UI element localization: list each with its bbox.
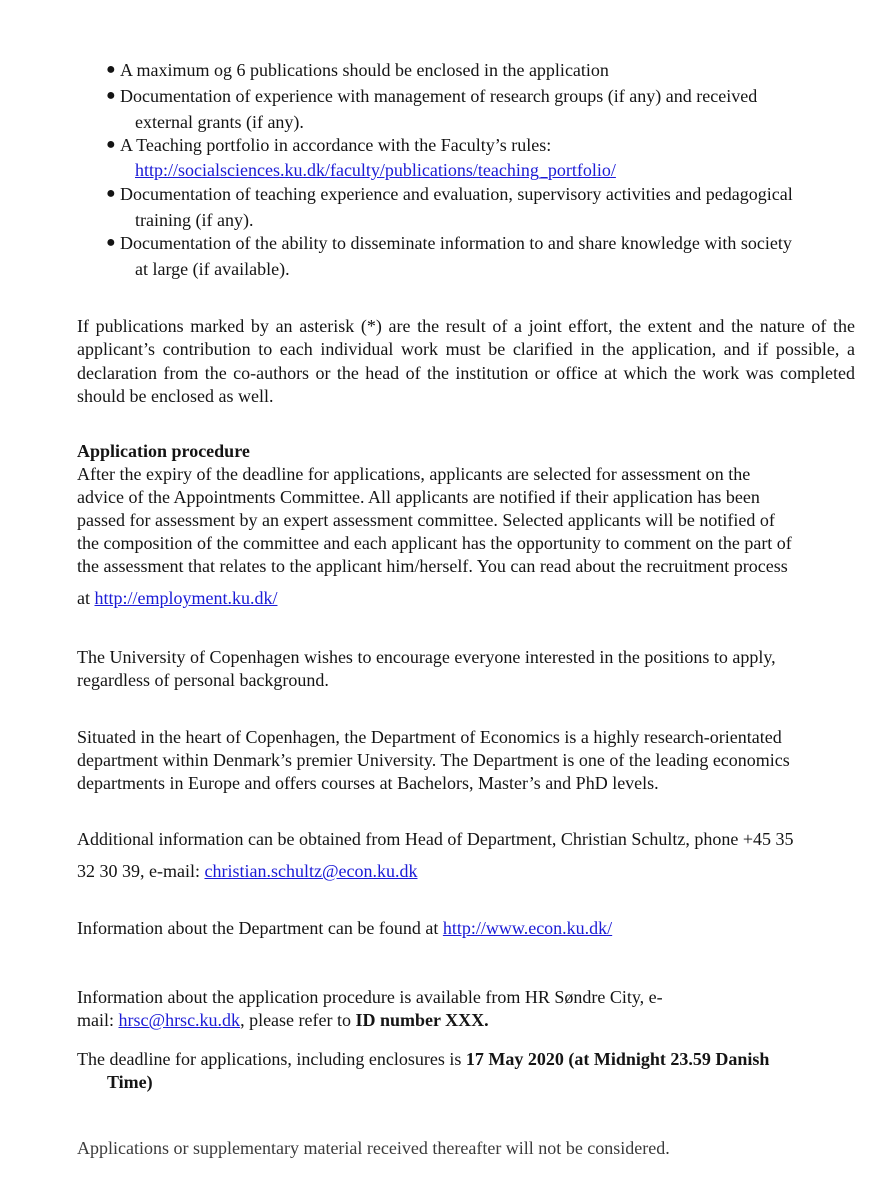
deadline-date: 17 May 2020 (at Midnight 23.59 Danish [465, 1049, 770, 1069]
deadline-continuation [107, 1071, 153, 1094]
bullet-icon: ● [106, 87, 116, 104]
contact-line: Additional information can be obtained from Head of Department, Christian Schultz, phone +45 35 [77, 829, 794, 849]
bullet-text: Documentation of the ability to disseminate information to and share knowledge with society [120, 233, 792, 253]
bullet-text: Documentation of experience with management of research groups (if any) and received [120, 86, 758, 106]
deadline-time: Time) [107, 1072, 153, 1092]
bullet-icon: ● [106, 185, 116, 202]
procedure-line: passed for assessment by an expert assessment committee. Selected applicants will be notified of [77, 510, 775, 530]
hr-email-link[interactable]: hrsc@hrsc.ku.dk [118, 1010, 241, 1030]
dept-info-line [77, 917, 612, 940]
contact-email-line [77, 860, 418, 883]
hr-email-label: mail: [77, 1010, 114, 1030]
bullet-icon: ● [106, 136, 116, 153]
deadline-line [77, 1048, 769, 1071]
bullet-icon: ● [106, 61, 116, 78]
contact-email-link[interactable]: christian.schultz@econ.ku.dk [204, 861, 418, 881]
procedure-link-line [77, 587, 278, 610]
hr-info-email-line [77, 1009, 489, 1032]
department-line: Situated in the heart of Copenhagen, the Department of Economics is a highly research-orientated [77, 727, 782, 747]
contact-email-label: 32 30 39, e-mail: [77, 861, 200, 881]
department-line: department within Denmark’s premier University. The Department is one of the leading economics [77, 750, 790, 770]
procedure-heading-text: Application procedure [77, 441, 250, 461]
bullet-text: Documentation of teaching experience and evaluation, supervisory activities and pedagogical [120, 184, 793, 204]
id-number: ID number XXX. [355, 1010, 489, 1030]
closing-line: Applications or supplementary material received thereafter will not be considered. [77, 1138, 670, 1158]
econ-website-link[interactable]: http://www.econ.ku.dk/ [442, 918, 613, 938]
bullet-text: A Teaching portfolio in accordance with the Faculty’s rules: [120, 135, 552, 155]
hr-refer-text: , please refer to [240, 1010, 351, 1030]
bullet-continuation: external grants (if any). [135, 112, 304, 132]
joint-effort-paragraph [77, 315, 855, 408]
encourage-line: The University of Copenhagen wishes to encourage everyone interested in the positions to apply, [77, 647, 776, 667]
encourage-line: regardless of personal background. [77, 670, 329, 690]
teaching-portfolio-link-line [135, 158, 616, 182]
procedure-line: the composition of the committee and each applicant has the opportunity to comment on the part of [77, 533, 792, 553]
procedure-line: After the expiry of the deadline for applications, applicants are selected for assessment on the [77, 464, 751, 484]
hr-info-line: Information about the application procedure is available from HR Søndre City, e- [77, 987, 663, 1007]
procedure-at-text: at [77, 588, 90, 608]
bullet-continuation: at large (if available). [135, 259, 290, 279]
joint-effort-text: If publications marked by an asterisk (*) are the result of a joint effort, the extent and the nature of the applicant’s contribution to each individual work must be clarified in the application, and if possible, a declaration from the co-authors or the head of the institution or office at which the work was completed should be enclosed as well. [77, 316, 855, 406]
procedure-line: advice of the Appointments Committee. All applicants are notified if their application has been [77, 487, 760, 507]
bullet-icon: ● [106, 234, 116, 251]
deadline-text: The deadline for applications, including enclosures is [77, 1049, 462, 1069]
dept-info-text: Information about the Department can be found at [77, 918, 439, 938]
employment-link[interactable]: http://employment.ku.dk/ [94, 588, 278, 608]
bullet-continuation: training (if any). [135, 210, 254, 230]
department-line: departments in Europe and offers courses at Bachelors, Master’s and PhD levels. [77, 773, 659, 793]
teaching-portfolio-link[interactable]: http://socialsciences.ku.dk/faculty/publications/teaching_portfolio/ [135, 160, 616, 180]
procedure-line: the assessment that relates to the applicant him/herself. You can read about the recruitment process [77, 556, 788, 576]
bullet-text: A maximum og 6 publications should be enclosed in the application [120, 60, 609, 80]
procedure-heading [77, 440, 250, 463]
